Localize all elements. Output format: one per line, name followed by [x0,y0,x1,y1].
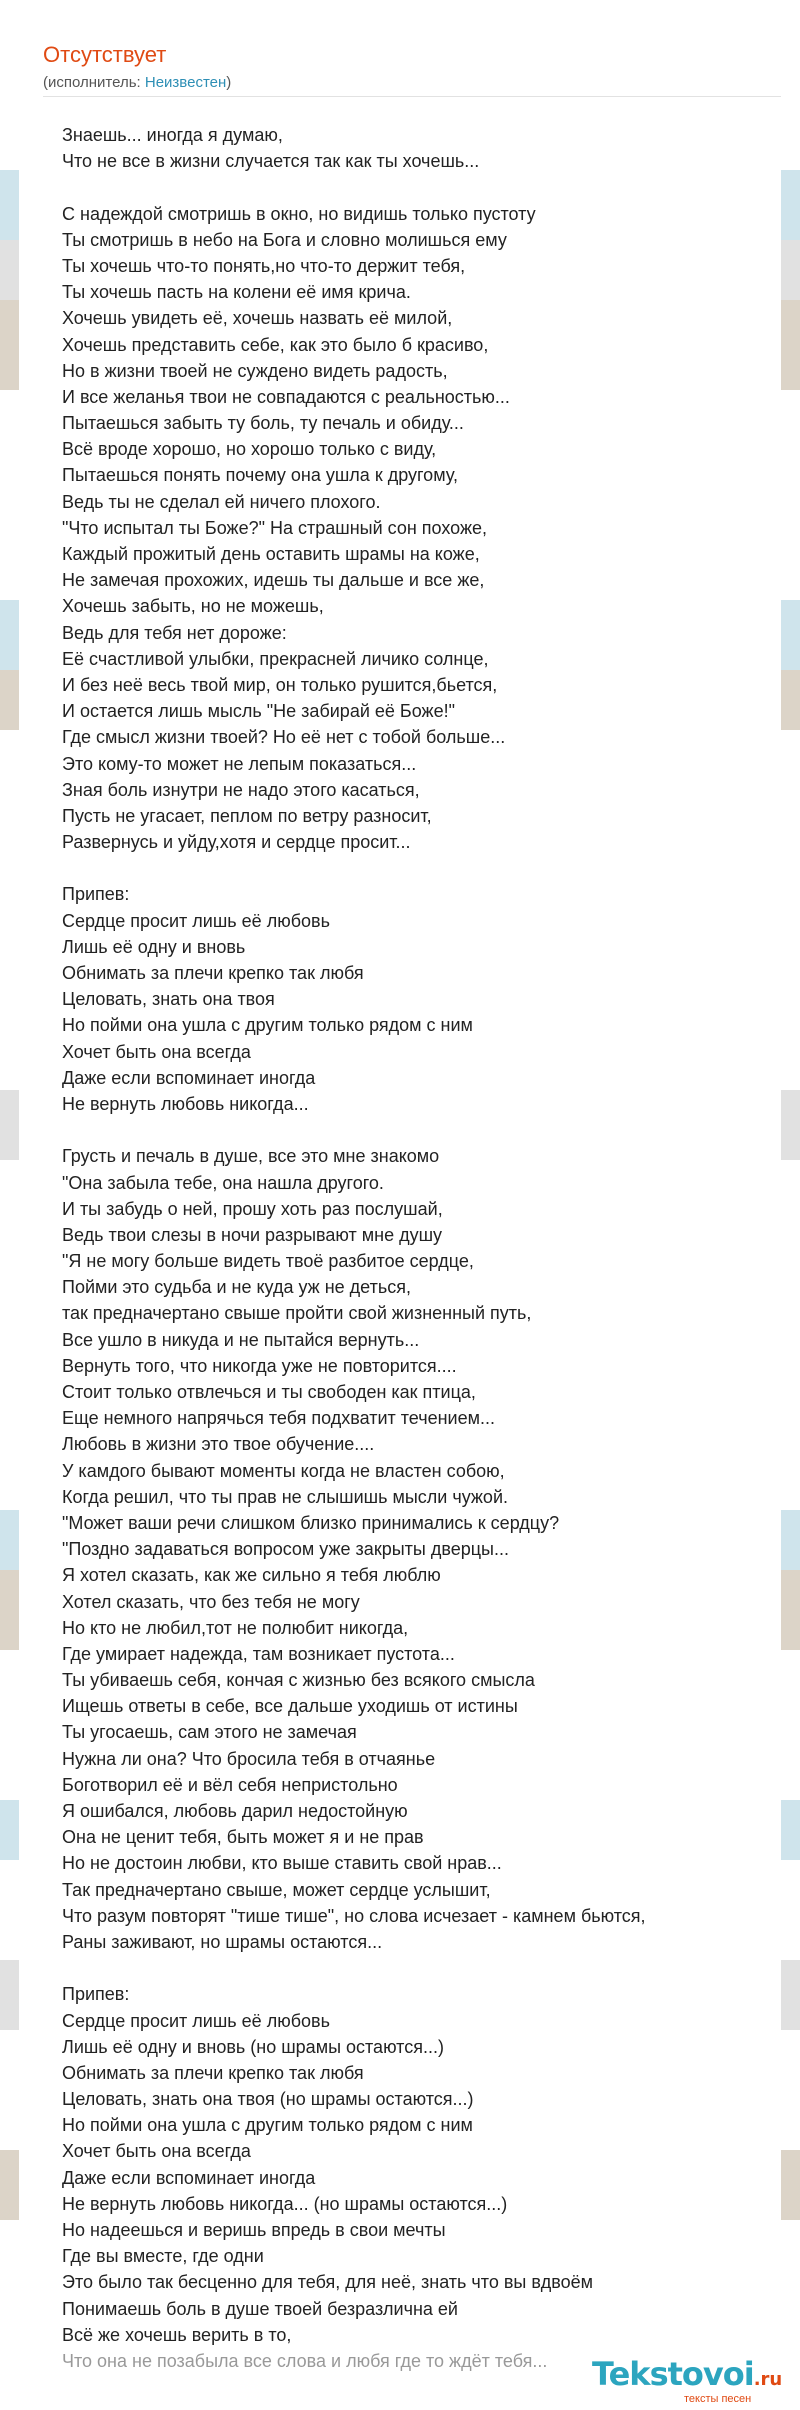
lyric-line: Припев: [62,884,130,905]
lyric-line: "Я не могу больше видеть твоё разбитое сердце, [62,1251,474,1272]
lyric-line: Лишь её одну и вновь (но шрамы остаются...) [62,2036,444,2057]
site-logo[interactable] [592,2355,792,2410]
lyric-line: Я хотел сказать, как же сильно я тебя люблю [62,1565,441,1586]
lyric-line: Что не все в жизни случается так как ты хочешь... [62,151,480,172]
lyric-line: Не вернуть любовь никогда... [62,1093,309,1114]
lyric-line: "Может ваши речи слишком близко принимались к сердцу? [62,1512,560,1533]
logo-name: Tekstovoi [592,2355,754,2393]
performer-prefix: (исполнитель: [43,74,145,91]
lyric-line: Даже если вспоминает иногда [62,1067,316,1088]
blank-line [62,174,782,200]
lyric-line: Развернусь и уйду,хотя и сердце просит... [62,832,411,853]
lyric-line: Хочешь увидеть её, хочешь назвать её милой, [62,308,453,329]
lyric-line: Это кому-то может не лепым показаться... [62,753,417,774]
lyric-line: Целовать, знать она твоя [62,989,275,1010]
lyric-line: Ведь ты не сделал ей ничего плохого. [62,491,381,512]
title-divider [43,96,781,97]
lyric-line: Так предначертано свыше, может сердце услышит, [62,1879,491,1900]
blank-line [62,855,782,881]
lyric-line: И все желанья твои не совпадаются с реальностью... [62,386,510,407]
lyric-line: Обнимать за плечи крепко так любя [62,963,364,983]
lyric-line: Любовь в жизни это твое обучение.... [62,1434,375,1455]
artist-link[interactable]: Неизвестен [144,74,227,91]
lyric-line: Всё же хочешь верить в то, [62,2324,292,2345]
lyric-line: Ты хочешь что-то понять,но что-то держит тебя, [62,255,466,276]
lyric-line: Лишь её одну и вновь [62,936,246,957]
lyric-line: Каждый прожитый день оставить шрамы на коже, [62,544,480,564]
lyric-line: "Она забыла тебе, она нашла другого. [62,1172,384,1193]
lyric-line: Ведь для тебя нет дороже: [62,622,287,643]
lyric-line: Но пойми она ушла с другим только рядом с ним [62,2115,473,2136]
lyric-line: У камдого бывают моменты когда не властен собою, [62,1460,505,1481]
logo-tagline: тексты песен [684,2393,752,2405]
lyric-line: Хотел сказать, что без тебя не могу [62,1591,360,1612]
lyric-line: Нужна ли она? Что бросила тебя в отчаянье [62,1748,436,1769]
lyric-line: Целовать, знать она твоя (но шрамы остаются...) [62,2089,474,2110]
lyric-line: "Что испытал ты Боже?" На страшный сон похоже, [62,517,488,538]
lyric-line: Хочешь представить себе, как это было б красиво, [62,334,489,355]
lyric-line: Пусть не угасает, пеплом по ветру разносит, [62,805,432,826]
lyric-line: Вернуть того, что никогда уже не повторится.... [62,1355,457,1376]
lyric-line: Ты убиваешь себя, кончая с жизнью без всякого смысла [62,1670,535,1691]
lyric-line: Я ошибался, любовь дарил недостойную [62,1801,408,1821]
lyric-line: Обнимать за плечи крепко так любя [62,2062,364,2083]
lyric-line: И ты забудь о ней, прошу хоть раз послушай, [62,1198,443,1219]
lyric-line: Стоит только отвлечься и ты свободен как птица, [62,1382,476,1402]
lyric-line: Понимаешь боль в душе твоей безразлична ей [62,2298,458,2319]
logo-tld: .ru [753,2369,783,2390]
lyrics-text [62,122,782,2374]
lyric-line: Но в жизни твоей не суждено видеть радость, [62,360,448,381]
lyric-line: Но кто не любил,тот не полюбит никогда, [62,1617,409,1638]
lyric-line: Знаешь... иногда я думаю, [62,125,283,145]
lyric-line: Она не ценит тебя, быть может я и не прав [62,1827,424,1848]
lyric-line: И остается лишь мысль "Не забирай её Боже!" [62,701,455,722]
lyric-line: Её счастливой улыбки, прекрасней личико солнце, [62,648,489,669]
lyric-line: Это было так бесценно для тебя, для неё, знать что вы вдвоём [62,2272,593,2293]
lyric-line: Где вы вместе, где одни [62,2246,264,2267]
lyric-line: Ведь твои слезы в ночи разрывают мне душу [62,1224,443,1245]
lyric-line: Но надеешься и веришь впредь в свои мечты [62,2220,446,2240]
lyric-line: Все ушло в никуда и не пытайся вернуть... [62,1329,420,1350]
lyric-line: Не вернуть любовь никогда... (но шрамы остаются...) [62,2193,508,2214]
lyric-line: Даже если вспоминает иногда [62,2167,316,2188]
lyric-line: Пойми это судьба и не куда уж не деться, [62,1277,411,1298]
lyric-line: Хочешь забыть, но не можешь, [62,596,324,617]
lyric-line: Пытаешься забыть ту боль, ту печаль и обиду... [62,413,464,434]
song-title: Отсутствует [43,42,167,67]
lyric-line: Всё вроде хорошо, но хорошо только с виду, [62,439,437,460]
lyric-line: Что разум повторят "тише тише", но слова исчезает - камнем бьются, [62,1905,646,1926]
lyric-line: Ты смотришь в небо на Бога и словно молишься ему [62,229,507,250]
blank-line [62,1117,782,1143]
lyric-line: Что она не позабыла все слова и любя где то ждёт тебя... [62,2350,548,2371]
lyric-line: Когда решил, что ты прав не слышишь мысли чужой. [62,1486,509,1507]
lyric-line: Зная боль изнутри не надо этого касаться, [62,779,420,800]
logo-wordmark [592,2355,782,2393]
lyric-line: так предначертано свыше пройти свой жизненный путь, [62,1303,532,1324]
lyric-line: Пытаешься понять почему она ушла к другому, [62,465,458,486]
lyric-line: Хочет быть она всегда [62,1041,251,1062]
lyric-line: "Поздно задаваться вопросом уже закрыты дверцы... [62,1539,509,1560]
lyric-line: Грусть и печаль в душе, все это мне знакомо [62,1146,440,1167]
lyric-line: Ты хочешь пасть на колени её имя крича. [62,282,411,303]
lyric-line: Припев: [62,1984,130,2005]
lyric-line: Где смысл жизни твоей? Но её нет с тобой больше... [62,727,506,748]
lyric-line: Но пойми она ушла с другим только рядом с ним [62,1015,473,1036]
lyric-line: Но не достоин любви, кто выше ставить свой нрав... [62,1853,502,1874]
lyric-line: Еще немного напрячься тебя подхватит течением... [62,1408,495,1429]
lyric-line: Сердце просит лишь её любовь [62,910,330,931]
lyric-line: Где умирает надежда, там возникает пустота... [62,1643,455,1664]
blank-line [62,1955,782,1981]
lyric-line: Раны заживают, но шрамы остаются... [62,1931,383,1952]
lyric-line: Боготворил её и вёл себя непристольно [62,1774,398,1795]
performer-suffix: ) [226,74,232,91]
lyric-line: Сердце просит лишь её любовь [62,2010,330,2031]
performer-line [43,74,231,91]
lyrics-card [19,22,783,2405]
lyric-line: Хочет быть она всегда [62,2141,251,2162]
lyric-line: Ты угосаешь, сам этого не замечая [62,1722,357,1743]
lyric-line: Ищешь ответы в себе, все дальше уходишь от истины [62,1696,518,1717]
lyric-line: И без неё весь твой мир, он только рушится,бьется, [62,674,498,695]
lyric-line: С надеждой смотришь в окно, но видишь только пустоту [62,203,536,224]
lyric-line: Не замечая прохожих, идешь ты дальше и все же, [62,570,485,591]
